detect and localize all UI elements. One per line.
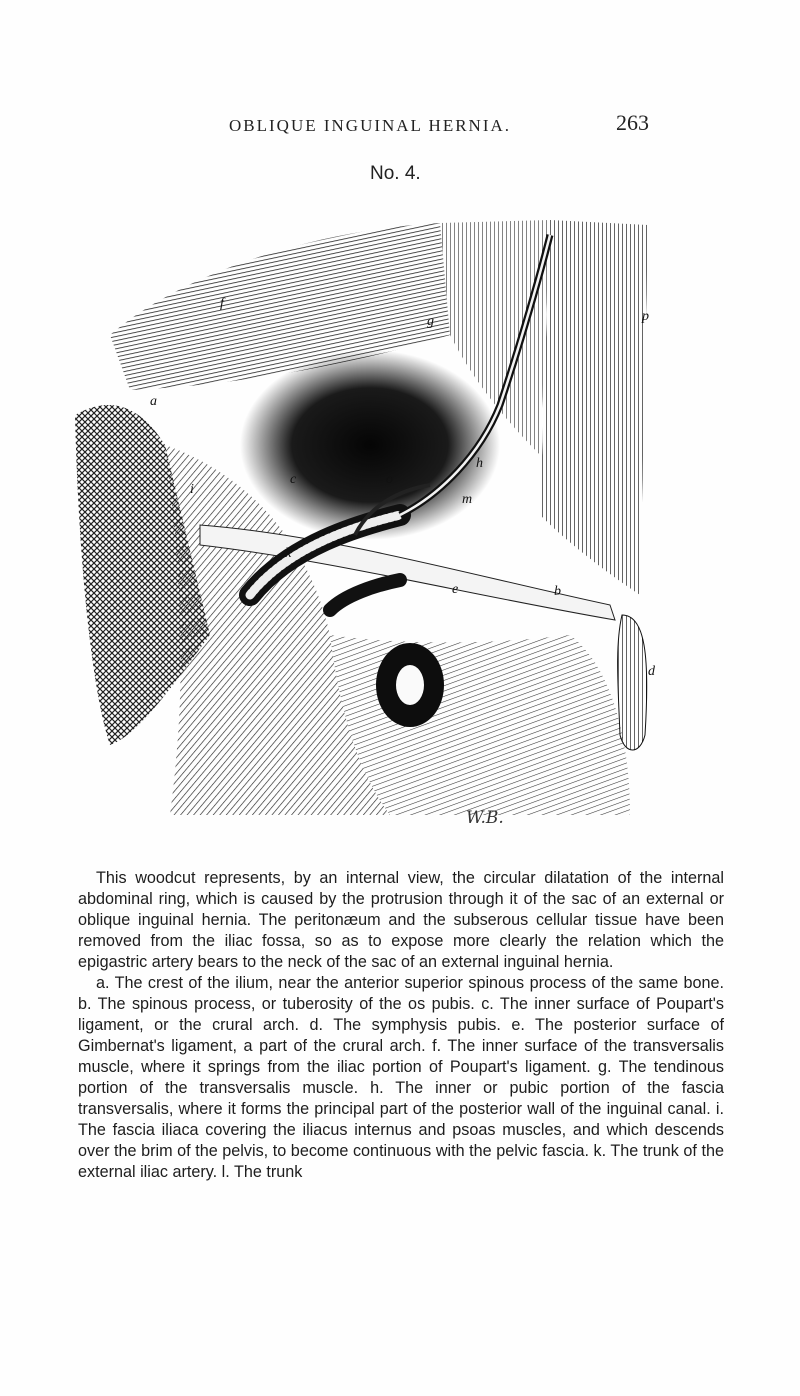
- external-iliac-vein: [330, 580, 400, 610]
- woodcut-illustration: [70, 215, 660, 830]
- pelvic-fascia: [330, 635, 630, 815]
- label-o: o: [386, 472, 393, 487]
- label-c: c: [290, 472, 297, 487]
- label-a: a: [150, 394, 157, 409]
- label-i: i: [190, 482, 194, 497]
- figure-number: No. 4.: [370, 163, 421, 184]
- legend-text: a. The crest of the ilium, near the anterior superior spinous process of the same bone. b. The spinous process, or tuberosity of the os pubis. c. The inner surface of Poupart's ligament, or the crural arch. d. The symphysis pubis. e. The posterior surface of Gimbernat's ligament, a part of the crural arch. f. The inner surface of the transversalis muscle, where it springs from the iliac portion of Poupart's ligament. g. The tendinous portion of the transversalis muscle. h. The inner or pubic portion of the fascia transversalis, where it forms the principal part of the posterior wall of the inguinal canal. i. The fascia iliaca covering the iliacus internus and psoas muscles, and which descends over the brim of the pelvis, to become continuous with the pelvic fascia. k. The trunk of the external iliac artery. l. The trunk: [78, 974, 724, 1181]
- page-number: 263: [616, 110, 649, 135]
- running-header: OBLIQUE INGUINAL HERNIA.: [229, 116, 512, 135]
- rectus-muscle: [540, 220, 648, 595]
- label-f: f: [220, 296, 224, 311]
- symphysis-pubis: [618, 615, 647, 750]
- label-g: g: [427, 314, 434, 329]
- engraver-signature: W.B.: [466, 808, 504, 828]
- figure-caption: [78, 868, 724, 1183]
- caption-legend: [78, 973, 724, 1183]
- label-m: m: [462, 492, 473, 507]
- label-k: k: [285, 546, 292, 561]
- caption-intro: This woodcut represents, by an internal view, the circular dilatation of the internal abdominal ring, which is caused by the protrusion through it of the sac of an external or oblique inguinal hernia. The peritonæum and the subserous cellular tissue have been removed from the iliac fossa, so as to expose more clearly the relation which the epigastric artery bears to the neck of the sac of an external inguinal hernia.: [78, 869, 724, 971]
- label-d: d: [648, 664, 655, 679]
- anatomical-woodcut: [70, 215, 660, 830]
- ring-highlight: [396, 665, 424, 705]
- label-p: p: [642, 309, 649, 324]
- label-e: e: [452, 582, 459, 597]
- label-b: b: [554, 584, 561, 599]
- label-h: h: [476, 456, 483, 471]
